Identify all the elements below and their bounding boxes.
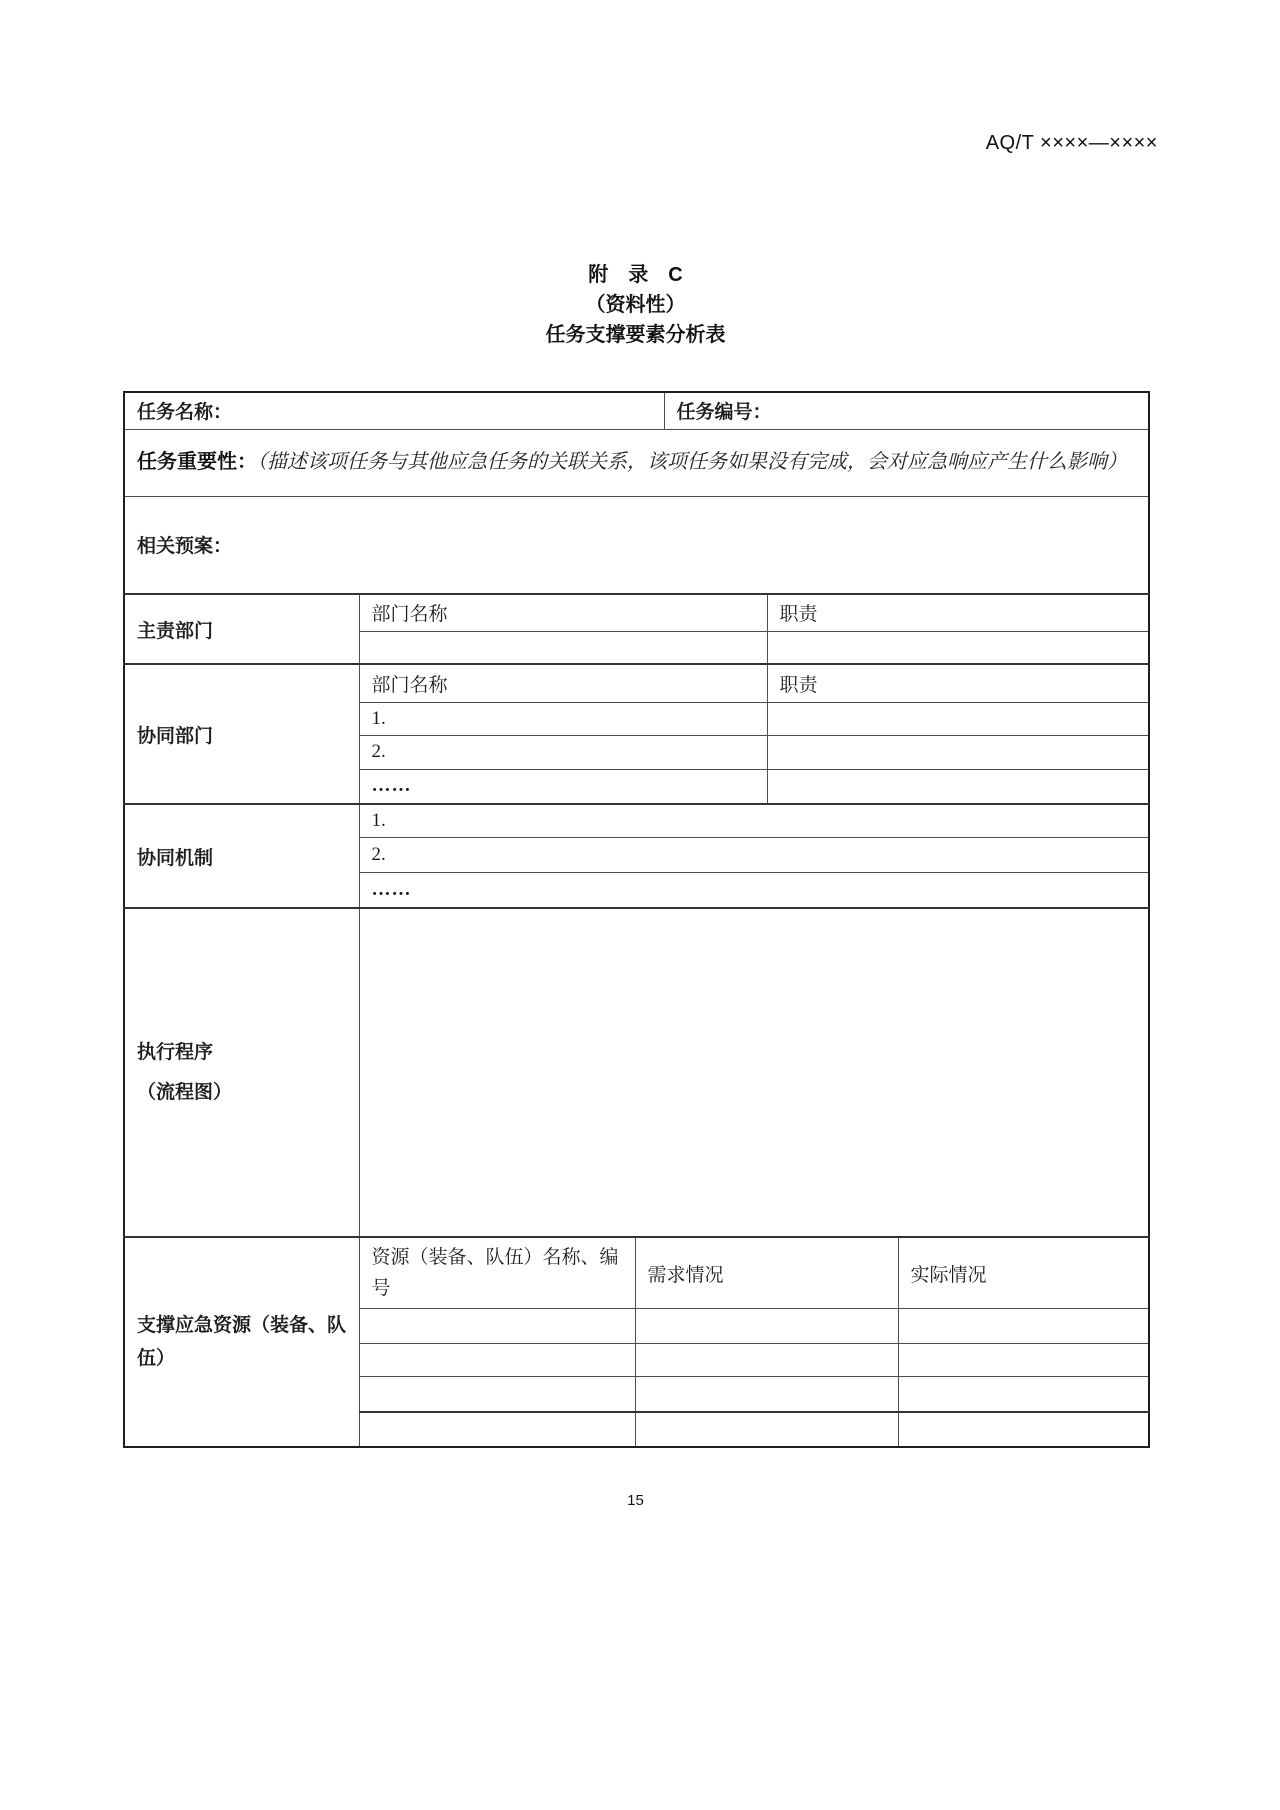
task-support-analysis-table	[123, 391, 1150, 1448]
resource-name-empty-1	[359, 1309, 635, 1344]
resource-demand-empty-2	[635, 1344, 898, 1377]
resource-demand-empty-1	[635, 1309, 898, 1344]
table-title: 任务支撑要素分析表	[545, 324, 726, 346]
task-importance-label: 任务重要性：	[137, 451, 257, 473]
resource-actual-empty-2	[898, 1344, 1149, 1377]
lead-department-label-cell: 主责部门	[124, 594, 359, 664]
resource-demand-header: 需求情况	[635, 1237, 898, 1309]
lead-dept-name-header: 部门名称	[359, 594, 767, 631]
appendix-title: 附 录 C	[588, 264, 683, 286]
coop-dept-name-header: 部门名称	[359, 664, 767, 702]
resource-name-header: 资源（装备、队伍）名称、编号	[359, 1237, 635, 1309]
coop-dept-row-more: ……	[359, 769, 767, 804]
task-importance-description: （描述该项任务与其他应急任务的关联关系，该项任务如果没有完成，会对应急响应产生什么影响）	[257, 451, 1127, 473]
resource-actual-empty-1	[898, 1309, 1149, 1344]
standard-reference: AQ/T ××××—××××	[985, 132, 1158, 154]
lead-dept-duty-empty-cell	[767, 631, 1149, 664]
coord-mech-row-more: ……	[359, 872, 1149, 908]
resource-actual-empty-3	[898, 1377, 1149, 1412]
task-name-label-cell: 任务名称：	[124, 392, 664, 429]
coord-mech-row-1: 1.	[359, 804, 1149, 837]
lead-dept-name-empty-cell	[359, 631, 767, 664]
resource-name-empty-4	[359, 1412, 635, 1447]
resource-demand-empty-4	[635, 1412, 898, 1447]
coop-dept-row-1: 1.	[359, 702, 767, 735]
resource-actual-header: 实际情况	[898, 1237, 1149, 1309]
page-number: 15	[627, 1492, 644, 1509]
appendix-informative-label: （资料性）	[585, 294, 686, 316]
related-plan-cell: 相关预案：	[124, 496, 1149, 594]
resource-name-empty-3	[359, 1377, 635, 1412]
coop-dept-duty-empty-3	[767, 769, 1149, 804]
resource-name-empty-2	[359, 1344, 635, 1377]
resource-actual-empty-4	[898, 1412, 1149, 1447]
procedure-flowchart-empty-cell	[359, 908, 1149, 1237]
coordination-mechanism-label-cell: 协同机制	[124, 804, 359, 908]
task-code-label-cell: 任务编号：	[664, 392, 1149, 429]
coop-dept-duty-header: 职责	[767, 664, 1149, 702]
coordinating-department-label-cell: 协同部门	[124, 664, 359, 804]
resources-label-cell: 支撑应急资源（装备、队伍）	[124, 1237, 359, 1447]
coop-dept-duty-empty-2	[767, 735, 1149, 769]
coord-mech-row-2: 2.	[359, 837, 1149, 872]
procedure-label-line2: （流程图）	[137, 1081, 233, 1103]
lead-dept-duty-header: 职责	[767, 594, 1149, 631]
coop-dept-row-2: 2.	[359, 735, 767, 769]
resource-demand-empty-3	[635, 1377, 898, 1412]
title-block	[123, 260, 1148, 350]
procedure-label-cell	[124, 908, 359, 1237]
task-importance-cell	[124, 429, 1149, 496]
procedure-label-line1: 执行程序	[137, 1041, 214, 1063]
coop-dept-duty-empty-1	[767, 702, 1149, 735]
